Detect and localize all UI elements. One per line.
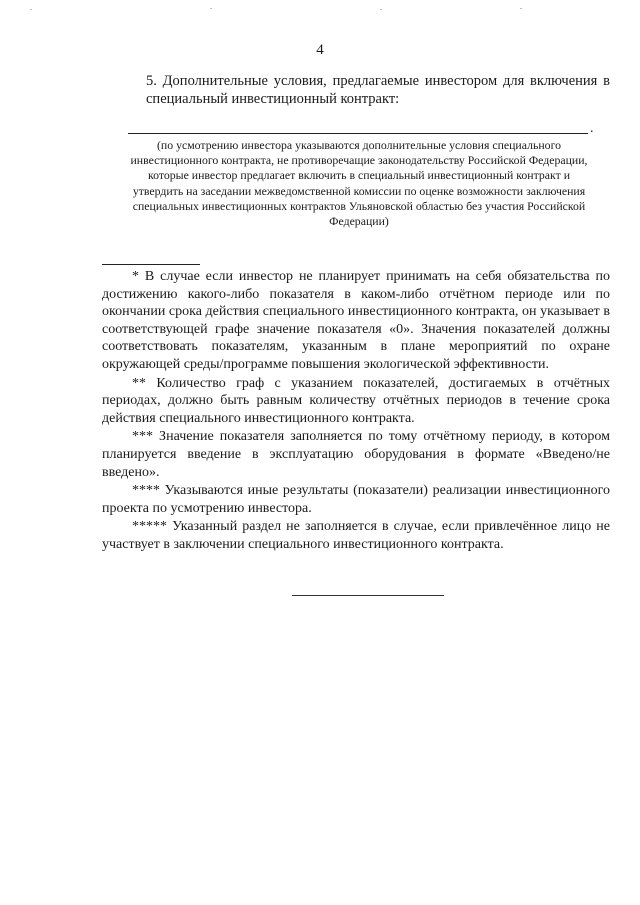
- footnote-2: ** Количество граф с указанием показателей, достигаемых в отчётных периодах, должно быть равным количеству отчётных периодов в течение срока действия специального инвестиционного контракта.: [102, 375, 610, 426]
- footnote-5: ***** Указанный раздел не заполняется в случае, если привлечённое лицо не участвует в заключении специального инвестиционного контракта.: [102, 519, 610, 552]
- fill-in-period: .: [590, 121, 594, 136]
- page-number: 4: [316, 42, 324, 58]
- section-5-hint: (по усмотрению инвестора указываются дополнительные условия специального инвестиционного контракта, не противоречащие законодательству Российской Федерации, которые инвестор предлагает включить в специальный инвестиционный контракт и утвердить на заседании межведомственной комиссии по оценке возможности заключения специальных инвестиционных контрактов Ульяновской областью без участия Российской Федерации): [130, 138, 588, 229]
- scan-speck: [210, 8, 212, 9]
- scan-speck: [380, 9, 382, 10]
- scan-speck: [520, 8, 522, 9]
- footnotes: [102, 268, 610, 555]
- end-of-document-line: [292, 595, 444, 596]
- scan-speck: [30, 9, 32, 10]
- footnote-4: **** Указываются иные результаты (показатели) реализации инвестиционного проекта по усмотрению инвестора.: [102, 483, 610, 516]
- footnote-separator: [102, 264, 200, 265]
- footnote-1: * В случае если инвестор не планирует принимать на себя обязательства по достижению какого-либо показателя в каком-либо отчётном периоде или по окончании срока действия специального инвестиционного контракта, он указывает в соответствующей графе значение показателя «0». Значения показателей должны соответствовать показателям, указанным в плане мероприятий по охране окружающей среды/программе повышения экологической эффективности.: [102, 269, 610, 372]
- footnote-3: *** Значение показателя заполняется по тому отчётному периоду, в котором планируется введение в эксплуатацию оборудования в формате «Введено/не введено».: [102, 429, 610, 480]
- section-5-heading: [102, 72, 610, 108]
- section-5-text: 5. Дополнительные условия, предлагаемые инвестором для включения в специальный инвестиционный контракт:: [146, 73, 610, 107]
- fill-in-line: [128, 133, 588, 134]
